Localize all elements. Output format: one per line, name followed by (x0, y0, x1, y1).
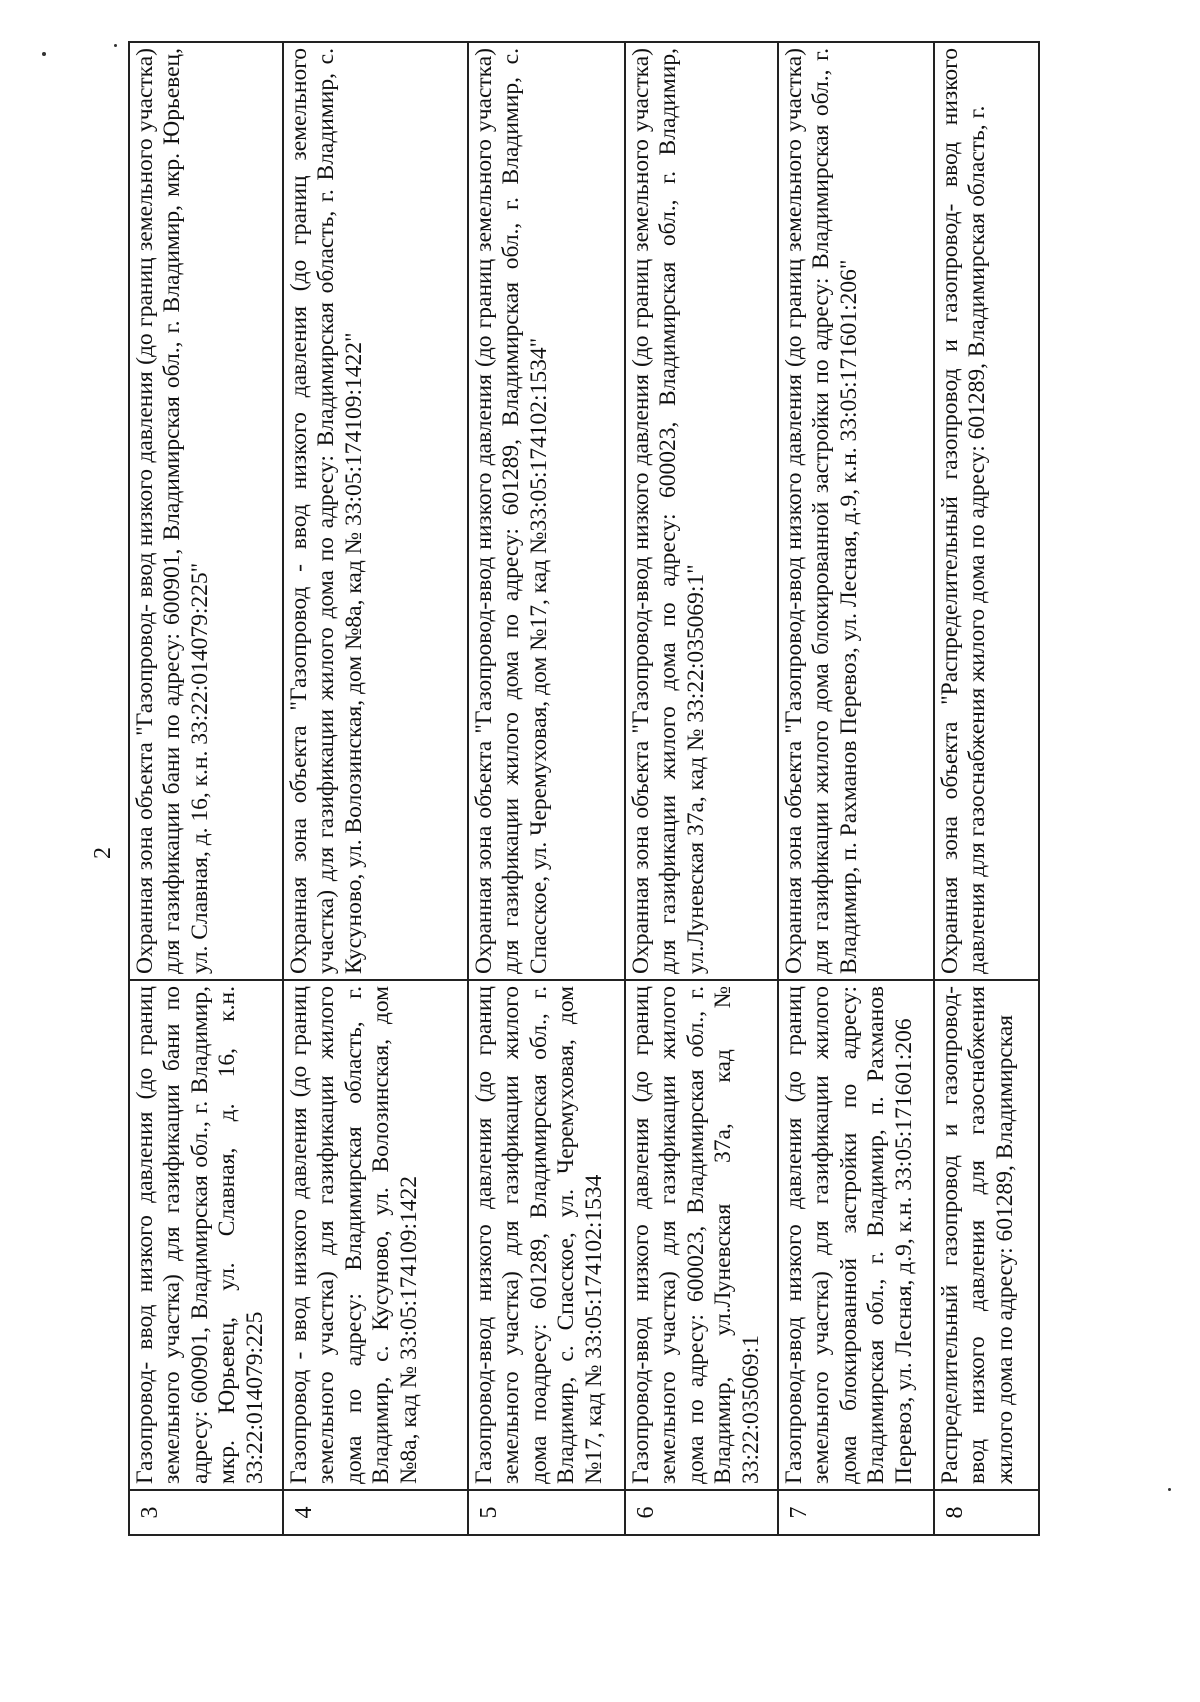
zone-description: Охранная зона объекта "Газопровод - ввод низкого давления (до границ земельного участка) для газификации жилого дома по адресу: Владимирская область, г. Владимир, с. Кусуново, ул. Волозинская, дом №8а, кад № 33:05:174109:1422" (283, 42, 468, 980)
table-row (283, 42, 468, 1535)
page-cut-edge (128, 1536, 1098, 1546)
object-description: Газопровод- ввод низкого давления (до границ земельного участка) для газификации бани по адресу: 600901, Владимирская обл., г. Владимир, мкр. Юрьевец, ул. Славная, д. 16, к.н. 33:22:014079:225 (129, 980, 283, 1490)
object-description: Газопровод-ввод низкого давления (до границ земельного участка) для газификации жилого дома поадресу: 601289, Владимирская обл., г. Владимир, с. Спасское, ул. Черемуховая, дом №17, кад № 33:05:174102:1534 (468, 980, 625, 1490)
row-number: 4 (283, 1490, 468, 1535)
table-row (934, 42, 1039, 1535)
object-description: Газопровод - ввод низкого давления (до границ земельного участка) для газификации жилого дома по адресу: Владимирская область, г. Владимир, с. Кусуново, ул. Волозинская, дом №8а, кад № 33:05:174109:1422 (283, 980, 468, 1490)
zone-description: Охранная зона объекта "Распределительный газопровод и газопровод- ввод низкого давления для газоснабжения жилого дома по адресу: 601289, Владимирская область, г. (934, 42, 1039, 980)
rotated-table-container (128, 43, 1098, 1536)
table-row (129, 42, 283, 1535)
page-number: 2 (90, 847, 116, 859)
object-description: Газопровод-ввод низкого давления (до границ земельного участка) для газификации жилого дома по адресу: 600023, Владимирская обл., г. Владимир, ул.Луневская 37а, кад № 33:22:035069:1 (625, 980, 778, 1490)
table-row (625, 42, 778, 1535)
zone-description: Охранная зона объекта "Газопровод- ввод низкого давления (до границ земельного участка) для газификации бани по адресу: 600901, Владимирская обл., г. Владимир, мкр. Юрьевец, ул. Славная, д. 16, к.н. 33:22:014079:225" (129, 42, 283, 980)
object-description: Распределительный газопровод и газопровод-ввод низкого давления для газоснабжения жилого дома по адресу: 601289, Владимирская (934, 980, 1039, 1490)
scan-speck (42, 52, 46, 56)
scan-speck (114, 44, 117, 47)
table-row (468, 42, 625, 1535)
scan-speck (1168, 1488, 1171, 1491)
zone-description: Охранная зона объекта "Газопровод-ввод низкого давления (до границ земельного участка) для газификации жилого дома по адресу: 601289, Владимирская обл., г. Владимир, с. Спасское, ул. Черемуховая, дом №17, кад №33:05:174102:1534" (468, 42, 625, 980)
table-row (778, 42, 934, 1535)
row-number: 7 (778, 1490, 934, 1535)
object-description: Газопровод-ввод низкого давления (до границ земельного участка) для газификации жилого дома блокированной застройки по адресу: Владимирская обл., г. Владимир, п. Рахманов Перевоз, ул. Лесная, д.9, к.н. 33:05:171601:206 (778, 980, 934, 1490)
zone-description: Охранная зона объекта "Газопровод-ввод низкого давления (до границ земельного участка) для газификации жилого дома блокированной застройки по адресу: Владимирская обл., г. Владимир, п. Рахманов Перевоз, ул. Лесная, д.9, к.н. 33:05:171601:206" (778, 42, 934, 980)
objects-table (128, 41, 1040, 1536)
rotated-table (128, 43, 1098, 1536)
row-number: 5 (468, 1490, 625, 1535)
row-number: 6 (625, 1490, 778, 1535)
zone-description: Охранная зона объекта "Газопровод-ввод низкого давления (до границ земельного участка) для газификации жилого дома по адресу: 600023, Владимирская обл., г. Владимир, ул.Луневская 37а, кад № 33:22:035069:1" (625, 42, 778, 980)
row-number: 8 (934, 1490, 1039, 1535)
row-number: 3 (129, 1490, 283, 1535)
